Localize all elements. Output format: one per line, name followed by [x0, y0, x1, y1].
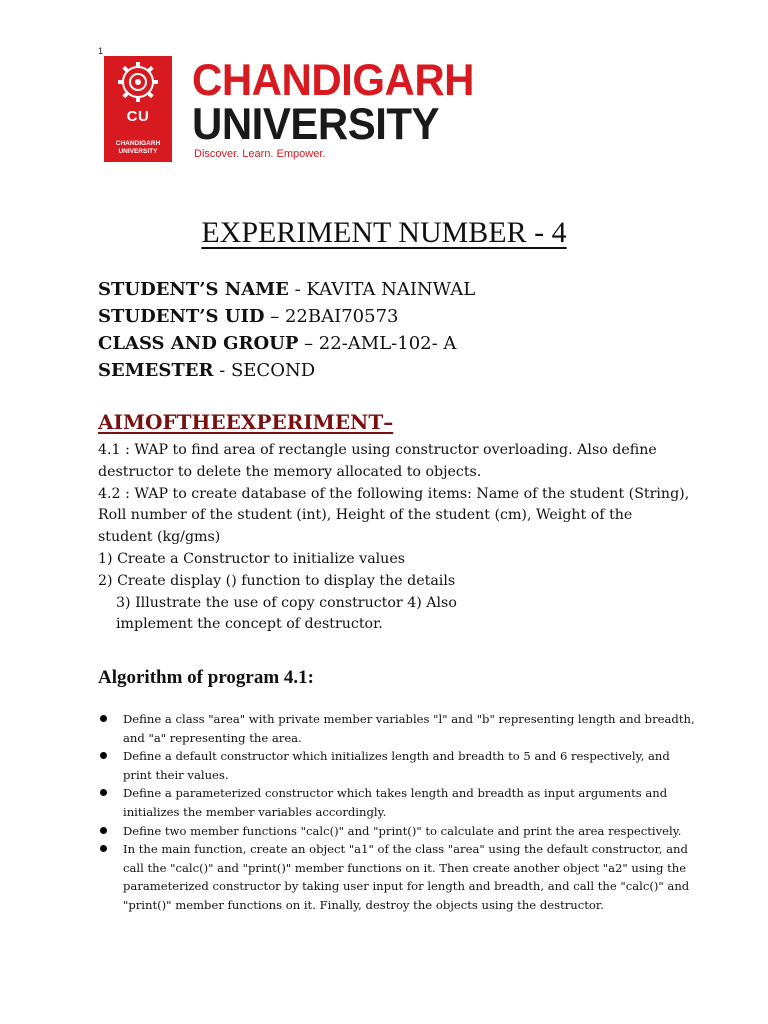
student-name-row: [98, 276, 475, 303]
university-logo: [104, 54, 474, 166]
aim-line: 3) Illustrate the use of copy constructor 4) Also: [116, 594, 457, 611]
semester-row: [98, 357, 475, 384]
class-group-label: CLASS AND GROUP: [98, 333, 299, 354]
list-item-text: Define two member functions "calc()" and "print()" to calculate and print the area respectively.: [123, 823, 682, 838]
brand-name-line2: UNIVERSITY: [192, 98, 440, 149]
page-number: 1: [98, 46, 104, 56]
student-info: [98, 276, 475, 384]
aim-line: 1) Create a Constructor to initialize values: [98, 550, 405, 567]
list-item-text: Define a default constructor which initializes length and breadth to 5 and 6 respectively, and print their values.: [123, 749, 670, 782]
seal-name-line2: UNIVERSITY: [118, 148, 158, 155]
aim-heading: AIMOFTHEEXPERIMENT–: [98, 410, 394, 434]
bullet-icon: [100, 827, 107, 834]
seal-abbreviation: CU: [126, 108, 150, 125]
class-group-row: [98, 330, 475, 357]
class-group-value: – 22-AML-102- A: [298, 333, 457, 354]
list-item-text: Define a parameterized constructor which takes length and breadth as input arguments and initializes the member variables accordingly.: [123, 786, 668, 819]
bullet-icon: [100, 789, 107, 796]
algorithm-list: [98, 710, 698, 915]
semester-label: SEMESTER: [98, 360, 214, 381]
student-uid-value: – 22BAI70573: [264, 306, 399, 327]
aim-line: student (kg/gms): [98, 529, 221, 546]
algorithm-heading: Algorithm of program 4.1:: [98, 667, 315, 688]
seal-name-line1: CHANDIGARH: [115, 140, 161, 147]
student-uid-row: [98, 303, 475, 330]
brand-tagline: Discover. Learn. Empower.: [194, 148, 326, 160]
brand-name-line1: CHANDIGARH: [192, 54, 474, 105]
aim-body: [98, 440, 708, 636]
university-seal: [104, 56, 172, 162]
list-item-text: In the main function, create an object "a1" of the class "area" using the default constructor, and call the "calc()" and "print()" member functions on it. Then create another object "a2" using the parameterized constructor by taking user input for length and breadth, and call the "calc()" and "print()" member functions on it. Finally, destroy the objects using the destructor.: [123, 842, 690, 912]
page-title-text: EXPERIMENT NUMBER - 4: [201, 216, 567, 249]
aim-line: destructor to delete the memory allocated to objects.: [98, 463, 482, 480]
bullet-icon: [100, 715, 107, 722]
aim-line: 2) Create display () function to display the details: [98, 572, 456, 589]
list-item: [98, 840, 698, 914]
student-uid-label: STUDENT’S UID: [98, 306, 265, 327]
aim-line: Roll number of the student (int), Height of the student (cm), Weight of the: [98, 507, 633, 524]
bullet-icon: [100, 845, 107, 852]
bullet-icon: [100, 752, 107, 759]
aim-line: 4.1 : WAP to find area of rectangle using constructor overloading. Also define: [98, 442, 657, 458]
list-item: [98, 822, 698, 841]
list-item: [98, 784, 698, 821]
aim-line: 4.2 : WAP to create database of the following items: Name of the student (String),: [98, 485, 690, 502]
student-name-label: STUDENT’S NAME: [98, 279, 289, 300]
list-item: [98, 710, 698, 747]
page-title: [0, 216, 768, 250]
list-item-text: Define a class "area" with private member variables "l" and "b" representing length and breadth, and "a" representing the area.: [123, 712, 695, 745]
semester-value: - SECOND: [213, 360, 316, 381]
aim-line: implement the concept of destructor.: [116, 616, 383, 633]
gear-emblem-icon: [104, 56, 172, 112]
list-item: [98, 747, 698, 784]
student-name-value: - KAVITA NAINWAL: [288, 279, 476, 300]
seal-name: [104, 140, 172, 156]
